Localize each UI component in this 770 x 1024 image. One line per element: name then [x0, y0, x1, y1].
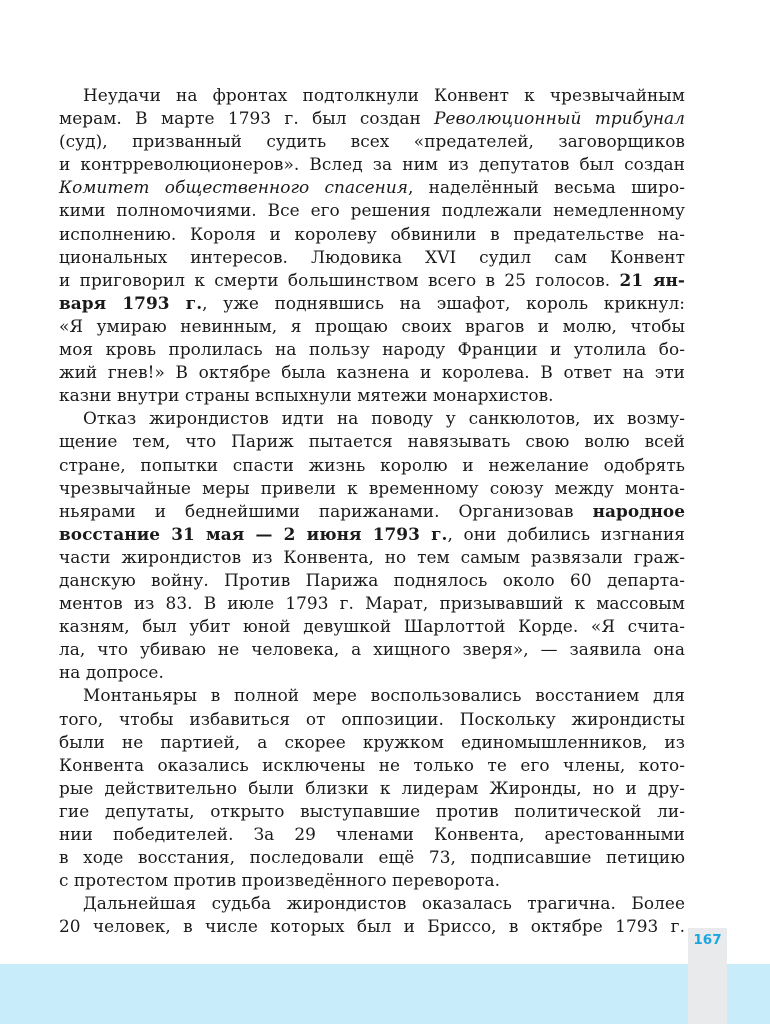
text-line [59, 477, 685, 500]
text-line [59, 546, 685, 569]
text-line [59, 823, 685, 846]
text-line [59, 223, 685, 246]
text-line [59, 638, 685, 661]
bold-text: 21 ян- [619, 269, 685, 290]
text-segment: рые действительно были близки к лидерам Жиронды, но и дру- [59, 777, 685, 798]
text-segment: Неудачи на фронтах подтолкнули Конвент к чрезвычайным [83, 85, 685, 105]
text-segment: циональных интересов. Людовика XVI судил сам Конвент [59, 246, 685, 267]
text-segment: жий гнев!» В октябре была казнена и королева. В ответ на эти [59, 362, 685, 383]
paragraph [59, 84, 685, 407]
text-line [59, 592, 685, 615]
text-line [59, 246, 685, 269]
text-line [59, 915, 685, 938]
text-line [59, 500, 685, 523]
text-line [59, 777, 685, 800]
text-segment: гие депутаты, открыто выступавшие против политической ли- [59, 800, 685, 821]
text-line [59, 384, 685, 407]
text-segment: мерам. В марте 1793 г. был создан [59, 108, 435, 129]
text-line [59, 430, 685, 453]
text-segment: нии победителей. За 29 членами Конвента, арестованными [59, 824, 685, 844]
text-segment: моя кровь пролилась на пользу народу Франции и утолила бо- [59, 339, 685, 360]
text-segment: кими полномочиями. Все его решения подлежали немедленному [59, 200, 685, 221]
text-segment: , наделённый весьма широ- [407, 177, 685, 198]
text-segment: на допросе. [59, 662, 164, 683]
text-segment: стране, попытки спасти жизнь королю и нежелание одобрять [59, 454, 685, 475]
text-segment: и приговорил к смерти большинством всего в 25 голосов. [59, 269, 620, 290]
text-segment: , они добились изгнания [447, 523, 685, 544]
text-line [59, 569, 685, 592]
italic-text: Революционный трибунал [434, 108, 685, 129]
text-line [59, 754, 685, 777]
text-segment: «Я умираю невинным, я прощаю своих врагов и молю, чтобы [59, 315, 685, 336]
text-line [59, 315, 685, 338]
text-segment: того, чтобы избавиться от оппозиции. Поскольку жирондисты [59, 708, 685, 729]
text-segment: данскую войну. Против Парижа поднялось около 60 департа- [59, 569, 685, 590]
text-line [59, 361, 685, 384]
italic-text: Комитет общественного спасения [59, 177, 408, 198]
bold-text: народное [592, 500, 685, 521]
page-number: 167 [693, 932, 722, 948]
text-line [59, 130, 685, 153]
text-line [59, 153, 685, 176]
text-line [59, 84, 685, 107]
paragraph [59, 407, 685, 684]
text-line [59, 107, 685, 130]
page-text [59, 84, 685, 938]
text-line [59, 199, 685, 222]
text-segment: казни внутри страны вспыхнули мятежи монархистов. [59, 385, 554, 406]
text-segment: , уже поднявшись на эшафот, король крикнул: [202, 292, 685, 313]
text-line [59, 338, 685, 361]
text-line [59, 800, 685, 823]
bold-text: варя 1793 г. [59, 292, 203, 313]
text-line [59, 454, 685, 477]
text-line [59, 407, 685, 430]
text-segment: щение тем, что Париж пытается навязывать свою волю всей [59, 431, 685, 452]
text-segment: ментов из 83. В июле 1793 г. Марат, призывавший к массовым [59, 593, 685, 614]
bold-text: восстание 31 мая — 2 июня 1793 г. [59, 523, 448, 544]
text-line [59, 292, 685, 315]
text-segment: с протестом против произведённого переворота. [59, 870, 501, 891]
text-line [59, 892, 685, 915]
text-segment: казням, был убит юной девушкой Шарлоттой Корде. «Я счита- [59, 616, 685, 637]
text-line [59, 615, 685, 638]
text-segment: (суд), призванный судить всех «предателей, заговорщиков [59, 131, 685, 152]
text-line [59, 708, 685, 731]
text-line [59, 684, 685, 707]
text-line [59, 731, 685, 754]
text-segment: Дальнейшая судьба жирондистов оказалась трагична. Более [83, 893, 685, 914]
text-segment: ньярами и беднейшими парижанами. Организовав [59, 500, 593, 521]
text-line [59, 846, 685, 869]
text-segment: 20 человек, в числе которых был и Бриссо, в октябре 1793 г. [59, 916, 685, 937]
text-segment: были не партией, а скорее кружком единомышленников, из [59, 731, 685, 752]
paragraph [59, 892, 685, 938]
text-segment: исполнению. Короля и королеву обвинили в предательстве на- [59, 223, 685, 244]
text-segment: в ходе восстания, последовали ещё 73, подписавшие петицию [59, 847, 685, 868]
text-line [59, 523, 685, 546]
footer-band [0, 964, 770, 1024]
text-segment: чрезвычайные меры привели к временному союзу между монта- [59, 477, 685, 498]
text-line [59, 176, 685, 199]
text-segment: Монтаньяры в полной мере воспользовались восстанием для [83, 685, 685, 706]
text-segment: и контрреволюционеров». Вслед за ним из депутатов был создан [59, 154, 685, 175]
paragraph [59, 684, 685, 892]
text-line [59, 661, 685, 684]
text-segment: Конвента оказались исключены не только те его члены, кото- [59, 754, 685, 775]
text-segment: ла, что убиваю не человека, а хищного зверя», — заявила она [59, 639, 685, 660]
text-segment: Отказ жирондистов идти на поводу у санкюлотов, их возму- [83, 408, 685, 429]
text-line [59, 869, 685, 892]
text-line [59, 269, 685, 292]
text-segment: части жирондистов из Конвента, но тем самым развязали граж- [59, 546, 685, 567]
